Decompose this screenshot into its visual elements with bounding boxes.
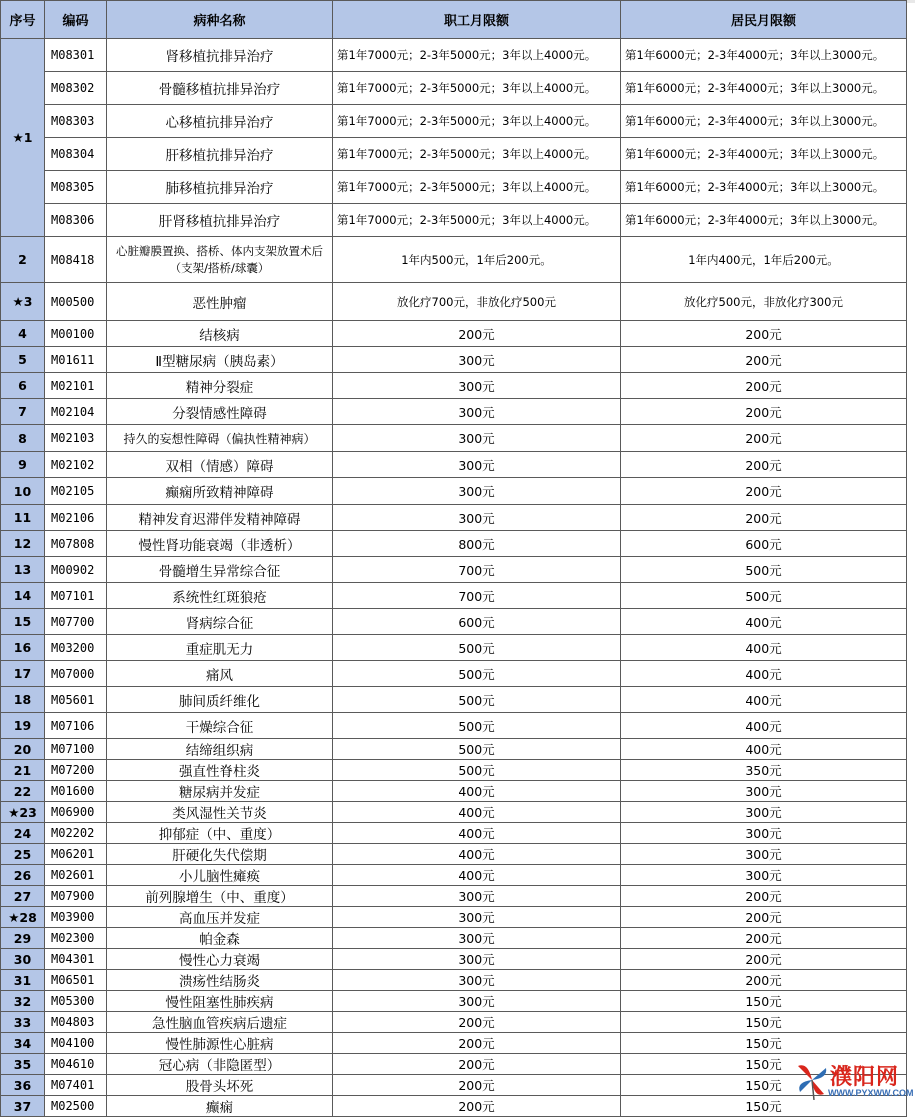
disease-name-cell: 小儿脑性瘫痪 [107, 865, 333, 886]
employee-limit-cell: 第1年7000元；2-3年5000元；3年以上4000元。 [333, 72, 621, 105]
code-cell: M03900 [45, 907, 107, 928]
resident-limit-cell: 200元 [621, 478, 907, 505]
code-cell: M08305 [45, 171, 107, 204]
employee-limit-cell: 200元 [333, 1096, 621, 1117]
code-cell: M07106 [45, 713, 107, 739]
disease-name-cell: 分裂情感性障碍 [107, 399, 333, 425]
disease-name-cell: 肺移植抗排异治疗 [107, 171, 333, 204]
resident-limit-cell: 300元 [621, 802, 907, 823]
table-row [1, 970, 907, 991]
table-row [1, 505, 907, 531]
disease-name-cell: 糖尿病并发症 [107, 781, 333, 802]
table-row [1, 661, 907, 687]
disease-name-cell: 慢性肾功能衰竭（非透析） [107, 531, 333, 557]
site-logo [794, 1058, 912, 1102]
employee-limit-cell: 300元 [333, 452, 621, 478]
table-row [1, 1033, 907, 1054]
seq-cell: 13 [1, 557, 45, 583]
disease-name-cell: 双相（情感）障碍 [107, 452, 333, 478]
table-row [1, 39, 907, 72]
seq-cell: 2 [1, 237, 45, 283]
table-row [1, 583, 907, 609]
table-row [1, 1054, 907, 1075]
employee-limit-cell: 200元 [333, 1012, 621, 1033]
seq-cell: 21 [1, 760, 45, 781]
code-cell: M07200 [45, 760, 107, 781]
seq-cell: 15 [1, 609, 45, 635]
code-cell: M02105 [45, 478, 107, 505]
employee-limit-cell: 放化疗700元，非放化疗500元 [333, 283, 621, 321]
disease-name-cell: 重症肌无力 [107, 635, 333, 661]
table-row [1, 609, 907, 635]
resident-limit-cell: 200元 [621, 505, 907, 531]
table-row [1, 399, 907, 425]
resident-limit-cell: 150元 [621, 1012, 907, 1033]
seq-cell: 33 [1, 1012, 45, 1033]
seq-cell-group1: ★1 [1, 39, 45, 237]
table-row [1, 283, 907, 321]
employee-limit-cell: 400元 [333, 781, 621, 802]
employee-limit-cell: 500元 [333, 661, 621, 687]
employee-limit-cell: 300元 [333, 373, 621, 399]
disease-name-cell: 心脏瓣膜置换、搭桥、体内支架放置术后（支架/搭桥/球囊） [107, 237, 333, 283]
employee-limit-cell: 300元 [333, 970, 621, 991]
seq-cell: 14 [1, 583, 45, 609]
code-cell: M02104 [45, 399, 107, 425]
table-row [1, 1096, 907, 1117]
seq-cell: 25 [1, 844, 45, 865]
table-row [1, 760, 907, 781]
seq-cell: 30 [1, 949, 45, 970]
seq-cell: 37 [1, 1096, 45, 1117]
resident-limit-cell: 400元 [621, 739, 907, 760]
code-cell: M07101 [45, 583, 107, 609]
seq-cell: ★23 [1, 802, 45, 823]
disease-name-cell: 高血压并发症 [107, 907, 333, 928]
logo-brand-text: 濮阳网 [830, 1064, 900, 1090]
employee-limit-cell: 300元 [333, 425, 621, 452]
table-row [1, 687, 907, 713]
employee-limit-cell: 300元 [333, 478, 621, 505]
resident-limit-cell: 150元 [621, 991, 907, 1012]
disease-name-cell: 恶性肿瘤 [107, 283, 333, 321]
disease-name-cell: 帕金森 [107, 928, 333, 949]
code-cell: M07000 [45, 661, 107, 687]
employee-limit-cell: 400元 [333, 865, 621, 886]
disease-name-cell: 肝移植抗排异治疗 [107, 138, 333, 171]
code-cell: M00902 [45, 557, 107, 583]
code-cell: M02101 [45, 373, 107, 399]
header-employee-limit: 职工月限额 [333, 1, 621, 39]
code-cell: M03200 [45, 635, 107, 661]
resident-limit-cell: 200元 [621, 425, 907, 452]
table-row [1, 373, 907, 399]
resident-limit-cell: 200元 [621, 949, 907, 970]
code-cell: M08301 [45, 39, 107, 72]
code-cell: M02103 [45, 425, 107, 452]
disease-name-cell: 急性脑血管疾病后遗症 [107, 1012, 333, 1033]
seq-cell: 5 [1, 347, 45, 373]
employee-limit-cell: 300元 [333, 907, 621, 928]
table-row [1, 713, 907, 739]
code-cell: M05601 [45, 687, 107, 713]
disease-name-cell: 干燥综合征 [107, 713, 333, 739]
disease-name-cell: 肝硬化失代偿期 [107, 844, 333, 865]
seq-cell: 36 [1, 1075, 45, 1096]
resident-limit-cell: 放化疗500元，非放化疗300元 [621, 283, 907, 321]
resident-limit-cell: 200元 [621, 321, 907, 347]
seq-cell: 26 [1, 865, 45, 886]
disease-name-cell: 骨髓移植抗排异治疗 [107, 72, 333, 105]
resident-limit-cell: 200元 [621, 399, 907, 425]
code-cell: M06900 [45, 802, 107, 823]
table-row [1, 635, 907, 661]
code-cell: M04100 [45, 1033, 107, 1054]
employee-limit-cell: 200元 [333, 1033, 621, 1054]
disease-name-cell: 结缔组织病 [107, 739, 333, 760]
employee-limit-cell: 300元 [333, 928, 621, 949]
disease-name-cell: 肾病综合征 [107, 609, 333, 635]
disease-name-cell: 肝肾移植抗排异治疗 [107, 204, 333, 237]
table-row [1, 823, 907, 844]
code-cell: M06201 [45, 844, 107, 865]
seq-cell: 6 [1, 373, 45, 399]
resident-limit-cell: 200元 [621, 928, 907, 949]
table-row [1, 739, 907, 760]
disease-name-cell: 类风湿性关节炎 [107, 802, 333, 823]
table-row [1, 907, 907, 928]
employee-limit-cell: 第1年7000元；2-3年5000元；3年以上4000元。 [333, 204, 621, 237]
seq-cell: 20 [1, 739, 45, 760]
employee-limit-cell: 200元 [333, 1054, 621, 1075]
code-cell: M05300 [45, 991, 107, 1012]
table-row [1, 844, 907, 865]
resident-limit-cell: 200元 [621, 347, 907, 373]
code-cell: M07808 [45, 531, 107, 557]
table-row [1, 478, 907, 505]
resident-limit-cell: 400元 [621, 661, 907, 687]
code-cell: M01611 [45, 347, 107, 373]
table-row [1, 949, 907, 970]
employee-limit-cell: 300元 [333, 399, 621, 425]
disease-name-cell: 溃疡性结肠炎 [107, 970, 333, 991]
code-cell: M08306 [45, 204, 107, 237]
resident-limit-cell: 500元 [621, 583, 907, 609]
resident-limit-cell: 400元 [621, 635, 907, 661]
code-cell: M02106 [45, 505, 107, 531]
disease-name-cell: 癫痫所致精神障碍 [107, 478, 333, 505]
code-cell: M04803 [45, 1012, 107, 1033]
employee-limit-cell: 第1年7000元；2-3年5000元；3年以上4000元。 [333, 138, 621, 171]
seq-cell: ★3 [1, 283, 45, 321]
resident-limit-cell: 200元 [621, 452, 907, 478]
code-cell: M07100 [45, 739, 107, 760]
resident-limit-cell: 400元 [621, 713, 907, 739]
disease-name-cell: 肾移植抗排异治疗 [107, 39, 333, 72]
resident-limit-cell: 300元 [621, 823, 907, 844]
disease-name-cell: 强直性脊柱炎 [107, 760, 333, 781]
table-row [1, 452, 907, 478]
table-row [1, 1075, 907, 1096]
seq-cell: 35 [1, 1054, 45, 1075]
disease-name-cell: 结核病 [107, 321, 333, 347]
employee-limit-cell: 700元 [333, 583, 621, 609]
code-cell: M02102 [45, 452, 107, 478]
employee-limit-cell: 300元 [333, 505, 621, 531]
resident-limit-cell: 第1年6000元；2-3年4000元；3年以上3000元。 [621, 72, 907, 105]
code-cell: M00500 [45, 283, 107, 321]
pinwheel-logo-icon [794, 1060, 830, 1100]
disease-name-cell: 痛风 [107, 661, 333, 687]
resident-limit-cell: 200元 [621, 373, 907, 399]
resident-limit-cell: 200元 [621, 970, 907, 991]
code-cell: M08302 [45, 72, 107, 105]
employee-limit-cell: 300元 [333, 991, 621, 1012]
employee-limit-cell: 300元 [333, 949, 621, 970]
employee-limit-cell: 300元 [333, 886, 621, 907]
employee-limit-cell: 800元 [333, 531, 621, 557]
seq-cell: 7 [1, 399, 45, 425]
disease-name-cell: 癫痫 [107, 1096, 333, 1117]
resident-limit-cell: 第1年6000元；2-3年4000元；3年以上3000元。 [621, 138, 907, 171]
disease-name-cell: 抑郁症（中、重度） [107, 823, 333, 844]
seq-cell: 17 [1, 661, 45, 687]
code-cell: M02601 [45, 865, 107, 886]
table-row [1, 802, 907, 823]
resident-limit-cell: 300元 [621, 781, 907, 802]
seq-cell: 10 [1, 478, 45, 505]
employee-limit-cell: 600元 [333, 609, 621, 635]
seq-cell: 29 [1, 928, 45, 949]
table-row [1, 321, 907, 347]
code-cell: M07700 [45, 609, 107, 635]
code-cell: M08304 [45, 138, 107, 171]
table-row [1, 237, 907, 283]
code-cell: M07900 [45, 886, 107, 907]
code-cell: M08303 [45, 105, 107, 138]
code-cell: M07401 [45, 1075, 107, 1096]
disease-name-cell: 前列腺增生（中、重度） [107, 886, 333, 907]
table-row [1, 928, 907, 949]
header-seq: 序号 [1, 1, 45, 39]
table-row [1, 105, 907, 138]
code-cell: M02500 [45, 1096, 107, 1117]
resident-limit-cell: 300元 [621, 844, 907, 865]
table-row [1, 886, 907, 907]
employee-limit-cell: 500元 [333, 739, 621, 760]
header-code: 编码 [45, 1, 107, 39]
table-row [1, 171, 907, 204]
disease-name-cell: 慢性心力衰竭 [107, 949, 333, 970]
disease-name-cell: 慢性肺源性心脏病 [107, 1033, 333, 1054]
employee-limit-cell: 1年内500元，1年后200元。 [333, 237, 621, 283]
disease-name-cell: 精神分裂症 [107, 373, 333, 399]
code-cell: M04610 [45, 1054, 107, 1075]
seq-cell: 32 [1, 991, 45, 1012]
employee-limit-cell: 400元 [333, 844, 621, 865]
employee-limit-cell: 300元 [333, 347, 621, 373]
disease-name-cell: 系统性红斑狼疮 [107, 583, 333, 609]
resident-limit-cell: 600元 [621, 531, 907, 557]
seq-cell: ★28 [1, 907, 45, 928]
code-cell: M02300 [45, 928, 107, 949]
resident-limit-cell: 第1年6000元；2-3年4000元；3年以上3000元。 [621, 204, 907, 237]
table-row [1, 991, 907, 1012]
disease-name-cell: 骨髓增生异常综合征 [107, 557, 333, 583]
employee-limit-cell: 400元 [333, 802, 621, 823]
seq-cell: 4 [1, 321, 45, 347]
resident-limit-cell: 300元 [621, 865, 907, 886]
resident-limit-cell: 150元 [621, 1054, 907, 1075]
code-cell: M02202 [45, 823, 107, 844]
seq-cell: 22 [1, 781, 45, 802]
employee-limit-cell: 200元 [333, 321, 621, 347]
resident-limit-cell: 500元 [621, 557, 907, 583]
resident-limit-cell: 400元 [621, 609, 907, 635]
employee-limit-cell: 500元 [333, 713, 621, 739]
seq-cell: 31 [1, 970, 45, 991]
seq-cell: 12 [1, 531, 45, 557]
table-row [1, 425, 907, 452]
header-resident-limit: 居民月限额 [621, 1, 907, 39]
seq-cell: 16 [1, 635, 45, 661]
disease-name-cell: 精神发育迟滞伴发精神障碍 [107, 505, 333, 531]
table-row [1, 781, 907, 802]
resident-limit-cell: 200元 [621, 907, 907, 928]
disease-name-cell: 冠心病（非隐匿型） [107, 1054, 333, 1075]
seq-cell: 11 [1, 505, 45, 531]
resident-limit-cell: 150元 [621, 1075, 907, 1096]
resident-limit-cell: 1年内400元，1年后200元。 [621, 237, 907, 283]
disease-name-cell: 持久的妄想性障碍（偏执性精神病） [107, 425, 333, 452]
resident-limit-cell: 150元 [621, 1096, 907, 1117]
disease-name-cell: 股骨头坏死 [107, 1075, 333, 1096]
table-row [1, 138, 907, 171]
employee-limit-cell: 200元 [333, 1075, 621, 1096]
resident-limit-cell: 第1年6000元；2-3年4000元；3年以上3000元。 [621, 171, 907, 204]
seq-cell: 9 [1, 452, 45, 478]
employee-limit-cell: 700元 [333, 557, 621, 583]
employee-limit-cell: 第1年7000元；2-3年5000元；3年以上4000元。 [333, 39, 621, 72]
table-row [1, 865, 907, 886]
employee-limit-cell: 第1年7000元；2-3年5000元；3年以上4000元。 [333, 105, 621, 138]
code-cell: M08418 [45, 237, 107, 283]
code-cell: M00100 [45, 321, 107, 347]
resident-limit-cell: 150元 [621, 1033, 907, 1054]
table-row [1, 347, 907, 373]
seq-cell: 19 [1, 713, 45, 739]
employee-limit-cell: 500元 [333, 635, 621, 661]
table-row [1, 72, 907, 105]
resident-limit-cell: 350元 [621, 760, 907, 781]
seq-cell: 34 [1, 1033, 45, 1054]
employee-limit-cell: 500元 [333, 760, 621, 781]
code-cell: M01600 [45, 781, 107, 802]
seq-cell: 27 [1, 886, 45, 907]
table-row [1, 557, 907, 583]
resident-limit-cell: 第1年6000元；2-3年4000元；3年以上3000元。 [621, 105, 907, 138]
employee-limit-cell: 500元 [333, 687, 621, 713]
logo-url-text: WWW.PYXWW.COM [828, 1088, 914, 1098]
table-row [1, 1012, 907, 1033]
disease-name-cell: 肺间质纤维化 [107, 687, 333, 713]
resident-limit-cell: 200元 [621, 886, 907, 907]
resident-limit-cell: 400元 [621, 687, 907, 713]
disease-name-cell: Ⅱ型糖尿病（胰岛素） [107, 347, 333, 373]
code-cell: M06501 [45, 970, 107, 991]
resident-limit-cell: 第1年6000元；2-3年4000元；3年以上3000元。 [621, 39, 907, 72]
table-row [1, 204, 907, 237]
seq-cell: 18 [1, 687, 45, 713]
seq-cell: 8 [1, 425, 45, 452]
table-row [1, 531, 907, 557]
header-row [1, 1, 907, 39]
code-cell: M04301 [45, 949, 107, 970]
employee-limit-cell: 第1年7000元；2-3年5000元；3年以上4000元。 [333, 171, 621, 204]
disease-name-cell: 心移植抗排异治疗 [107, 105, 333, 138]
header-name: 病种名称 [107, 1, 333, 39]
seq-cell: 24 [1, 823, 45, 844]
employee-limit-cell: 400元 [333, 823, 621, 844]
disease-name-cell: 慢性阻塞性肺疾病 [107, 991, 333, 1012]
